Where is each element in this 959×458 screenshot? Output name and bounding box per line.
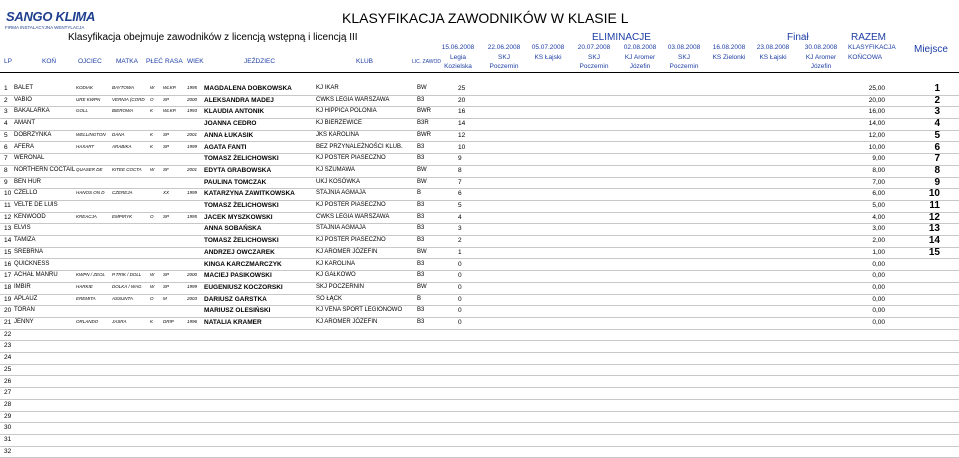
competition-place: Poczernin bbox=[489, 63, 519, 70]
cell-score: 14 bbox=[458, 120, 466, 128]
cell-jezdziec: KLAUDIA ANTONIK bbox=[204, 108, 265, 116]
cell-kon: BEN HUR bbox=[14, 178, 42, 185]
cell-total: 0,00 bbox=[872, 295, 885, 303]
cell-score: 2 bbox=[458, 237, 462, 245]
cell-rasa: SP bbox=[163, 143, 170, 149]
cell-wiek: 1995 bbox=[187, 85, 198, 90]
cell-total: 0,00 bbox=[872, 307, 885, 315]
cell-jezdziec: MACIEJ PASIKOWSKI bbox=[204, 272, 272, 280]
cell-wiek: 2001 bbox=[187, 166, 198, 172]
cell-score: 0 bbox=[458, 272, 462, 280]
cell-jezdziec: MARIUSZ OLESIŃSKI bbox=[204, 307, 271, 315]
cell-ojciec: HARKIE bbox=[76, 283, 93, 289]
cell-lp: 10 bbox=[4, 190, 12, 198]
cell-kon: IMBIR bbox=[14, 283, 31, 290]
col-wiek: WIEK bbox=[187, 58, 204, 65]
cell-rasa: SP bbox=[163, 283, 170, 289]
cell-total: 9,00 bbox=[872, 155, 885, 163]
cell-lic: B3 bbox=[417, 202, 425, 208]
cell-ojciec: KODIAK bbox=[76, 85, 94, 90]
cell-kon: APLAUZ bbox=[14, 295, 38, 302]
cell-lp: 17 bbox=[4, 272, 12, 280]
cell-kon: CZELLO bbox=[14, 190, 38, 197]
cell-lp: 16 bbox=[4, 260, 12, 268]
cell-lic: B3 bbox=[417, 307, 425, 314]
klasyfikacja-header bbox=[848, 43, 896, 62]
cell-lic: B3 bbox=[417, 237, 425, 244]
cell-place: 15 bbox=[928, 246, 940, 258]
competition-place: Poczernin bbox=[669, 63, 699, 70]
cell-lp: 5 bbox=[4, 131, 8, 139]
cell-score: 0 bbox=[458, 283, 462, 291]
cell-lic: B bbox=[417, 295, 422, 302]
cell-score: 25 bbox=[458, 85, 466, 92]
cell-place: 14 bbox=[928, 235, 940, 247]
cell-plec: K bbox=[150, 108, 154, 114]
cell-matka: P.TRIK / DOLL bbox=[112, 272, 142, 278]
cell-kon: AFERA bbox=[14, 143, 35, 150]
cell-wiek: 2001 bbox=[187, 131, 198, 137]
cell-kon: AMANT bbox=[14, 120, 35, 127]
cell-score: 8 bbox=[458, 166, 462, 174]
competition-place: Kozielska bbox=[444, 63, 472, 70]
col-kon: KOŃ bbox=[42, 58, 57, 65]
competition-club: SKJ bbox=[678, 53, 690, 61]
cell-kon: ACHAŁ MANRU bbox=[14, 272, 58, 279]
klasyfikacja-line2: KOŃCOWA bbox=[848, 53, 883, 61]
cell-total: 4,00 bbox=[872, 213, 885, 221]
final-header: Finał bbox=[787, 32, 809, 43]
cell-plec: O bbox=[150, 295, 154, 301]
cell-klub: KJ POSTER PIASECZNO bbox=[316, 202, 386, 208]
cell-lp: 26 bbox=[4, 377, 12, 385]
cell-wiek: 1993 bbox=[187, 108, 198, 114]
cell-klub: JKS KAROLINA bbox=[316, 131, 360, 138]
cell-wiek: 2003 bbox=[187, 295, 198, 301]
cell-score: 3 bbox=[458, 225, 462, 233]
cell-kon: KENWOOD bbox=[14, 213, 46, 220]
cell-matka: EMPIRYK bbox=[112, 213, 133, 219]
competition-place: Poczernin bbox=[579, 63, 609, 70]
cell-kon: VABIO bbox=[14, 96, 32, 103]
cell-kon: NORTHERN COCTAIL bbox=[14, 166, 76, 173]
cell-lp: 24 bbox=[4, 354, 12, 362]
cell-score: 6 bbox=[458, 190, 462, 198]
cell-rasa: WLKP. bbox=[163, 108, 177, 114]
cell-klub: CWKS LEGIA WARSZAWA bbox=[316, 213, 390, 220]
cell-lp: 4 bbox=[4, 120, 8, 128]
cell-lp: 30 bbox=[4, 424, 12, 432]
cell-lic: B3 bbox=[417, 96, 425, 103]
cell-klub: SO ŁĄCK bbox=[316, 295, 343, 302]
cell-rasa: SP bbox=[163, 96, 170, 102]
cell-rasa: M bbox=[163, 295, 167, 301]
cell-jezdziec: MAGDALENA DOBKOWSKA bbox=[204, 85, 292, 92]
cell-kon: QUICKNESS bbox=[14, 260, 50, 267]
cell-kon: SREBRNA bbox=[14, 248, 44, 255]
cell-lp: 11 bbox=[4, 202, 11, 209]
cell-lp: 1 bbox=[4, 85, 8, 92]
cell-lic: BW bbox=[417, 166, 427, 173]
cell-rasa: WLKP. bbox=[163, 85, 177, 90]
cell-plec: K bbox=[150, 131, 154, 137]
competition-date: 03.08.2008 bbox=[667, 44, 701, 51]
cell-kon: JENNY bbox=[14, 319, 34, 325]
cell-place: 2 bbox=[934, 94, 940, 106]
cell-lp: 15 bbox=[4, 248, 12, 256]
cell-ojciec: URE KWPN bbox=[76, 96, 101, 102]
cell-lp: 12 bbox=[4, 213, 12, 221]
cell-klub: UKJ KOSÓWKA bbox=[316, 178, 361, 185]
cell-lic: BWR bbox=[417, 131, 431, 138]
cell-total: 1,00 bbox=[872, 248, 885, 256]
cell-score: 9 bbox=[458, 155, 462, 163]
cell-klub: KJ VENA SPORT LEGIONOWO bbox=[316, 307, 403, 314]
page-subtitle: Klasyfikacja obejmuje zawodników z licencją wstępną i licencją III bbox=[68, 32, 358, 43]
cell-total: 0,00 bbox=[872, 283, 885, 291]
header-divider bbox=[0, 72, 959, 73]
cell-jezdziec: KINGA KARCZMARCZYK bbox=[204, 260, 282, 268]
cell-place: 5 bbox=[934, 129, 940, 141]
cell-kon: TORAN bbox=[14, 307, 35, 314]
cell-score: 0 bbox=[458, 307, 462, 315]
col-matka: MATKA bbox=[116, 58, 138, 65]
cell-lic: B3 bbox=[417, 272, 425, 279]
competition-date: 30.08.2008 bbox=[804, 44, 838, 51]
cell-lic: B3 bbox=[417, 260, 425, 267]
cell-matka: KITEE COCTA bbox=[112, 166, 142, 172]
cell-lp: 21 bbox=[4, 319, 12, 326]
cell-ojciec: HANOS ON D bbox=[76, 190, 105, 196]
cell-plec: W bbox=[150, 272, 155, 278]
cell-ojciec: EREMITA bbox=[76, 295, 96, 301]
cell-place: 11 bbox=[929, 200, 940, 211]
cell-lp: 7 bbox=[4, 155, 8, 163]
competition-date: 22.06.2008 bbox=[487, 44, 521, 51]
cell-total: 10,00 bbox=[868, 143, 885, 151]
cell-place: 3 bbox=[934, 106, 940, 118]
cell-wiek: 1999 bbox=[187, 143, 198, 149]
cell-place: 13 bbox=[928, 223, 940, 235]
cell-total: 8,00 bbox=[872, 166, 885, 174]
cell-place: 12 bbox=[928, 211, 940, 223]
cell-total: 0,00 bbox=[872, 319, 885, 326]
cell-plec: K bbox=[150, 143, 154, 149]
competition-place: Józefin bbox=[629, 63, 651, 70]
cell-total: 20,00 bbox=[868, 96, 885, 104]
cell-lic: B3 bbox=[417, 225, 425, 232]
competition-date: 20.07.2008 bbox=[577, 44, 611, 51]
cell-lp: 31 bbox=[4, 436, 12, 443]
cell-place: 8 bbox=[934, 164, 940, 176]
cell-wiek: 1999 bbox=[187, 283, 198, 289]
competition-club: KS Zielonki bbox=[712, 53, 746, 61]
cell-jezdziec: ANNA SOBAŃSKA bbox=[204, 225, 262, 233]
cell-lic: B bbox=[417, 190, 422, 197]
sango-klima-logo bbox=[2, 5, 96, 30]
cell-rasa: SP bbox=[163, 272, 170, 278]
cell-lp: 22 bbox=[4, 330, 12, 338]
cell-lic: B3 bbox=[417, 319, 425, 325]
cell-klub: KJ SZUMAWA bbox=[316, 166, 355, 173]
cell-lp: 20 bbox=[4, 307, 12, 315]
logo-name: SANGO KLIMA bbox=[6, 9, 96, 24]
cell-kon: WERONAL bbox=[14, 155, 45, 162]
competition-club: SKJ bbox=[498, 53, 510, 61]
cell-klub: KJ IKAR bbox=[316, 85, 339, 91]
cell-jezdziec: PAULINA TOMCZAK bbox=[204, 178, 267, 186]
cell-total: 12,00 bbox=[868, 131, 885, 139]
cell-lp: 23 bbox=[4, 342, 12, 350]
competition-date: 23.08.2008 bbox=[756, 44, 790, 51]
cell-score: 10 bbox=[458, 143, 466, 151]
cell-klub: SKJ POCZERNIN bbox=[316, 283, 365, 290]
miejsce-header: Miejsce bbox=[914, 44, 948, 55]
cell-score: 16 bbox=[458, 108, 466, 116]
cell-place: 9 bbox=[934, 176, 940, 188]
cell-plec: O bbox=[150, 213, 154, 219]
cell-lp: 13 bbox=[4, 225, 12, 233]
cell-klub: STAJNIA AGMAJA bbox=[316, 225, 366, 232]
cell-rasa: SF bbox=[163, 166, 169, 172]
cell-plec: O bbox=[150, 96, 154, 102]
cell-klub: KJ GAŁKOWO bbox=[316, 272, 356, 279]
cell-matka: CZEREJA bbox=[112, 190, 133, 196]
cell-lic: B3 bbox=[417, 143, 425, 150]
cell-place: 10 bbox=[928, 188, 940, 200]
cell-lp: 8 bbox=[4, 166, 8, 174]
cell-score: 7 bbox=[458, 178, 462, 186]
cell-score: 0 bbox=[458, 260, 462, 268]
cell-jezdziec: DARIUSZ GARSTKA bbox=[204, 295, 267, 303]
cell-wiek: 1999 bbox=[187, 190, 198, 196]
cell-lp: 3 bbox=[4, 108, 8, 116]
cell-score: 20 bbox=[458, 96, 466, 104]
cell-lp: 29 bbox=[4, 412, 12, 420]
cell-jezdziec: TOMASZ ŻELICHOWSKI bbox=[204, 155, 279, 163]
col-rasa: RASA bbox=[165, 58, 183, 65]
cell-kon: BALET bbox=[14, 85, 34, 91]
cell-plec: K bbox=[150, 319, 154, 324]
col-lic: LIC. ZAWOD bbox=[412, 59, 441, 65]
cell-lp: 6 bbox=[4, 143, 8, 151]
cell-lp: 19 bbox=[4, 295, 12, 303]
cell-ojciec: HAXART bbox=[76, 143, 95, 149]
cell-place: 6 bbox=[934, 141, 940, 153]
cell-lp: 14 bbox=[4, 237, 12, 245]
competition-club: Legia bbox=[450, 53, 466, 61]
competition-date: 15.06.2008 bbox=[441, 44, 475, 51]
cell-ojciec: ORLANDO bbox=[76, 319, 99, 324]
cell-jezdziec: EUGENIUSZ KOCZORSKI bbox=[204, 283, 283, 291]
col-ojciec: OJCIEC bbox=[78, 58, 102, 65]
cell-matka: ASSUNTA bbox=[112, 295, 133, 301]
cell-matka: VERNIA (CORD bbox=[112, 96, 145, 102]
cell-jezdziec: AGATA FANTI bbox=[204, 143, 247, 151]
cell-kon: BAKALARKA bbox=[14, 108, 50, 115]
cell-rasa: SP bbox=[163, 213, 170, 219]
cell-score: 0 bbox=[458, 319, 462, 326]
cell-klub: KJ AROMER JÓZEFIN bbox=[316, 248, 378, 255]
cell-lp: 32 bbox=[4, 447, 12, 455]
cell-place: 4 bbox=[934, 118, 940, 130]
cell-total: 0,00 bbox=[872, 272, 885, 280]
col-plec: PŁEĆ bbox=[146, 58, 163, 65]
cell-rasa: XX bbox=[163, 190, 170, 196]
cell-klub: CWKS LEGIA WARSZAWA bbox=[316, 96, 390, 103]
cell-total: 3,00 bbox=[872, 225, 885, 233]
cell-total: 7,00 bbox=[872, 178, 885, 186]
cell-plec: W bbox=[150, 283, 155, 289]
cell-plec: W bbox=[150, 85, 155, 90]
cell-matka: DANA bbox=[112, 131, 125, 137]
cell-jezdziec: TOMASZ ŻELICHOWSKI bbox=[204, 202, 279, 209]
cell-lic: B3 bbox=[417, 155, 425, 162]
cell-jezdziec: JACEK MYSZKOWSKI bbox=[204, 213, 273, 221]
cell-score: 1 bbox=[458, 248, 462, 256]
cell-lp: 25 bbox=[4, 365, 12, 373]
cell-klub: KJ AROMER JÓZEFIN bbox=[316, 319, 378, 325]
cell-kon: TAMIZA bbox=[14, 237, 36, 244]
cell-ojciec: QUASER DE bbox=[76, 166, 103, 172]
col-jezdziec: JEŹDZIEC bbox=[244, 58, 276, 65]
cell-lic: BW bbox=[417, 283, 427, 290]
cell-lic: BW bbox=[417, 178, 427, 185]
cell-lic: BW bbox=[417, 85, 427, 91]
cell-total: 6,00 bbox=[872, 190, 885, 198]
competition-club: KJ Aromer bbox=[624, 53, 656, 61]
col-klub: KLUB bbox=[356, 58, 373, 65]
cell-kon: VELTE DE LUIS bbox=[14, 202, 58, 208]
cell-score: 12 bbox=[458, 131, 466, 139]
cell-score: 4 bbox=[458, 213, 462, 221]
cell-lp: 28 bbox=[4, 400, 12, 408]
cell-jezdziec: KATARZYNA ZAWITKOWSKA bbox=[204, 190, 295, 198]
cell-lp: 27 bbox=[4, 389, 12, 397]
cell-score: 0 bbox=[458, 295, 462, 303]
cell-matka: BIEROWA bbox=[112, 108, 134, 114]
cell-matka: BAYTOWA bbox=[112, 85, 135, 90]
cell-place: 7 bbox=[934, 153, 940, 165]
cell-lp: 18 bbox=[4, 283, 12, 291]
cell-kon: DOBRZYNKA bbox=[14, 131, 52, 138]
cell-wiek: 1996 bbox=[187, 319, 198, 324]
klasyfikacja-line1: KLASYFIKACJA bbox=[848, 44, 896, 51]
page-title: KLASYFIKACJA ZAWODNIKÓW W KLASIE L bbox=[342, 10, 629, 26]
cell-lic: BW bbox=[417, 248, 427, 255]
eliminacje-header: ELIMINACJE bbox=[592, 32, 651, 43]
cell-wiek: 1995 bbox=[187, 213, 198, 219]
cell-rasa: DRIP bbox=[163, 319, 174, 324]
cell-rasa: SP bbox=[163, 131, 170, 137]
cell-jezdziec: ALEKSANDRA MADEJ bbox=[204, 96, 274, 104]
cell-total: 5,00 bbox=[872, 202, 885, 209]
competition-date: 02.08.2008 bbox=[623, 44, 657, 51]
cell-place: 1 bbox=[934, 83, 940, 94]
logo-subtext: FIRMA INSTALACYJNA WENTYLACJA bbox=[5, 25, 85, 30]
cell-matka: JASRA bbox=[112, 319, 127, 324]
cell-wiek: 2000 bbox=[187, 272, 198, 278]
cell-ojciec: KWPN / ZEOL bbox=[76, 272, 106, 278]
cell-klub: KJ KAROLINA bbox=[316, 260, 356, 267]
competition-place: Józefin bbox=[810, 63, 832, 70]
cell-jezdziec: ANDRZEJ OWCZAREK bbox=[204, 248, 275, 256]
cell-jezdziec: ANNA ŁUKASIK bbox=[204, 131, 254, 139]
cell-wiek: 2000 bbox=[187, 96, 198, 102]
cell-lp: 9 bbox=[4, 178, 8, 186]
cell-lic: BWR bbox=[417, 108, 431, 115]
cell-jezdziec: JOANNA CEDRO bbox=[204, 120, 257, 128]
cell-lic: B3 bbox=[417, 213, 425, 220]
cell-jezdziec: NATALIA KRAMER bbox=[204, 319, 262, 326]
cell-matka: DOLKA / WAG bbox=[112, 283, 142, 289]
table-row bbox=[0, 446, 959, 458]
col-lp: LP bbox=[4, 58, 12, 65]
cell-klub: KJ POSTER PIASECZNO bbox=[316, 237, 386, 244]
cell-total: 0,00 bbox=[872, 260, 885, 268]
cell-kon: ELVIS bbox=[14, 225, 31, 232]
competition-club: SKJ bbox=[588, 53, 600, 61]
cell-klub: BEZ PRZYNALEŻNOŚCI KLUB. bbox=[316, 143, 403, 150]
competition-date: 05.07.2008 bbox=[531, 44, 565, 51]
cell-jezdziec: EDYTA GRABOWSKA bbox=[204, 166, 272, 174]
competition-club: KJ Aromer bbox=[805, 53, 837, 61]
cell-ojciec: KREACJA bbox=[76, 213, 97, 219]
cell-total: 25,00 bbox=[868, 85, 885, 92]
cell-jezdziec: TOMASZ ŻELICHOWSKI bbox=[204, 237, 279, 245]
cell-klub: KJ POSTER PIASECZNO bbox=[316, 155, 386, 162]
cell-ojciec: GOLL bbox=[76, 108, 89, 114]
cell-matka: ARABIKA bbox=[112, 143, 132, 149]
razem-header: RAZEM bbox=[851, 32, 886, 43]
competition-club: KS Łajski bbox=[759, 53, 787, 61]
cell-total: 16,00 bbox=[868, 108, 885, 116]
cell-total: 2,00 bbox=[872, 237, 885, 245]
cell-klub: STAJNIA AGMAJA bbox=[316, 190, 366, 197]
cell-lic: B3R bbox=[417, 120, 429, 127]
cell-score: 5 bbox=[458, 202, 462, 209]
cell-klub: KJ BIERZEWICE bbox=[316, 120, 363, 127]
cell-plec: W bbox=[150, 166, 155, 172]
competition-header bbox=[793, 43, 849, 72]
cell-lp: 2 bbox=[4, 96, 8, 104]
competition-date: 16.08.2008 bbox=[712, 44, 746, 51]
competition-club: KS Łajski bbox=[534, 53, 562, 61]
cell-klub: KJ HIPPICA POLONIA bbox=[316, 108, 377, 115]
cell-ojciec: WELLINGTON bbox=[76, 131, 106, 137]
cell-total: 14,00 bbox=[868, 120, 885, 128]
